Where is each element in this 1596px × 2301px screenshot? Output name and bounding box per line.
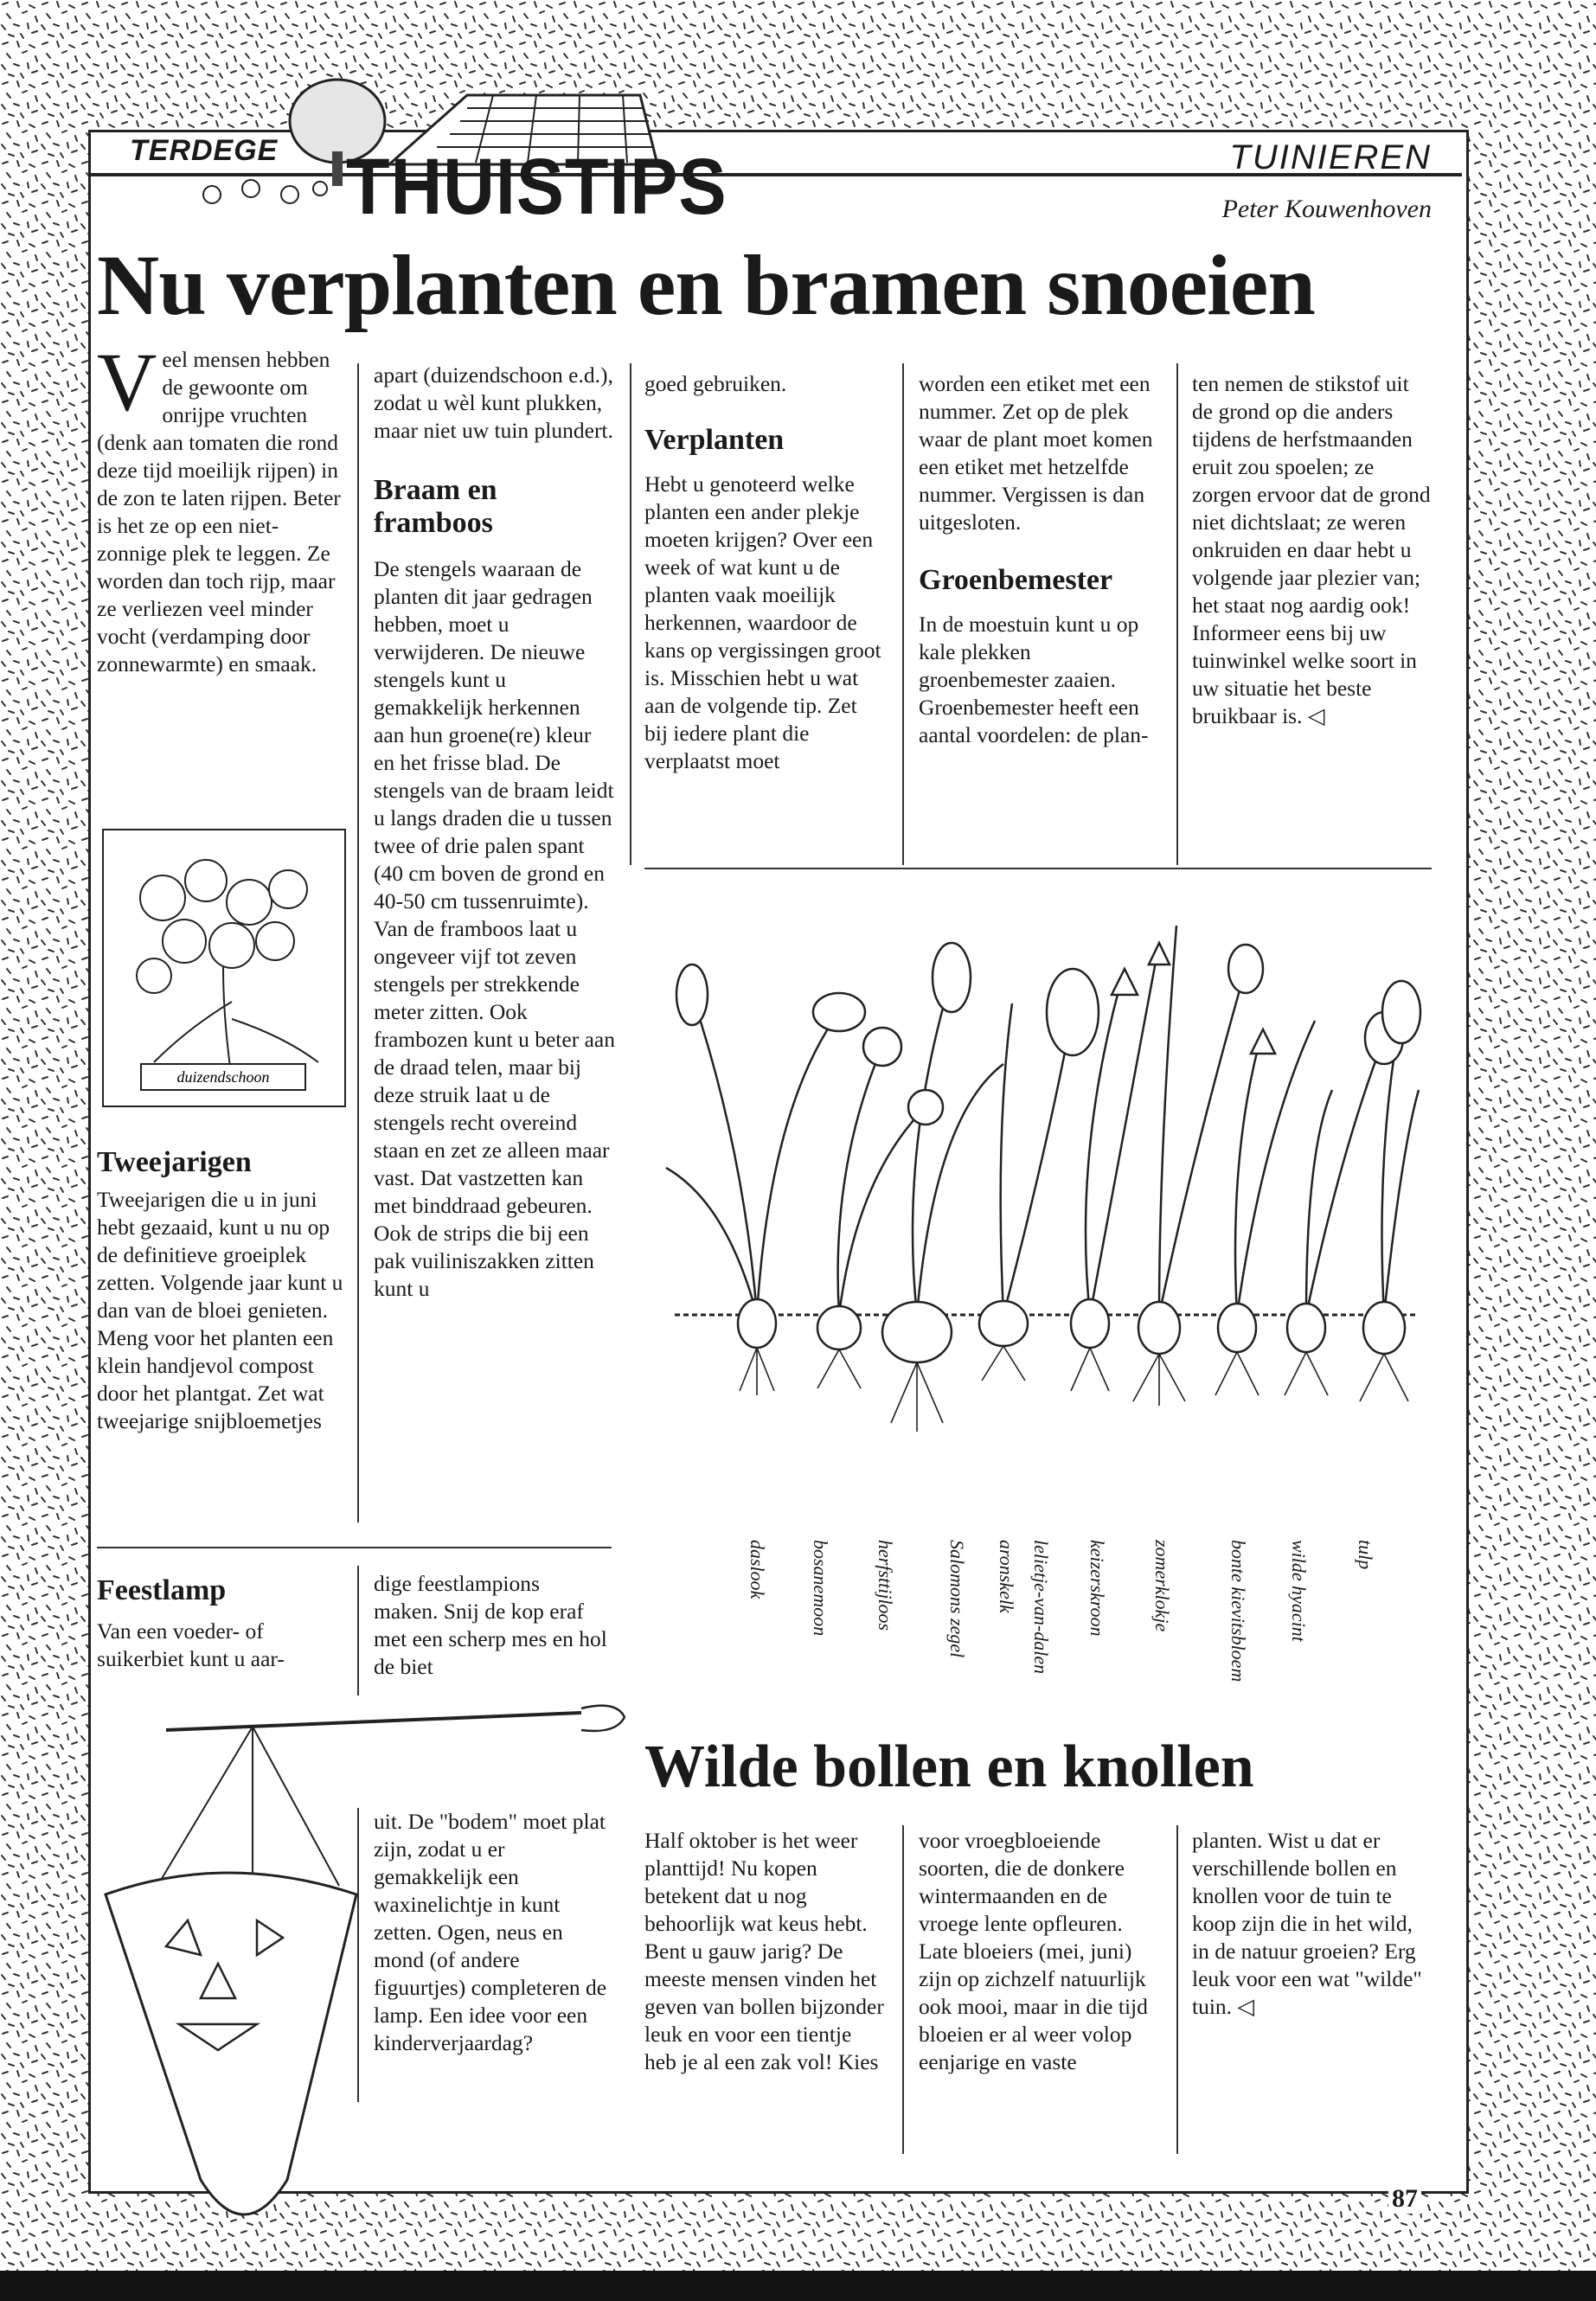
author-name: Peter Kouwenhoven xyxy=(1221,195,1432,223)
groenbemester-text: In de moestuin kunt u op kale plekken groenbemester zaaien. Groenbemester heeft een aantal voordelen: de plan- xyxy=(919,612,1149,747)
column-rule xyxy=(1176,363,1178,865)
plant-label: aronskelk xyxy=(996,1540,1017,1613)
section-rule xyxy=(97,1547,612,1548)
intro-column xyxy=(97,336,343,678)
column-rule xyxy=(357,363,359,1522)
wild-bulbs-illustration xyxy=(640,891,1436,1514)
verplanten-text: Hebt u genoteerd welke planten een ander plekje moeten krijgen? Over een week of wat kunt u de planten vaak moeilijk herkennen, waardoor de kans op vergissingen groot is. Misschien hebt u wat aan de volgende tip. Zet bij iedere plant die verplaatst moet xyxy=(644,471,881,773)
plant-label: zomerklokje xyxy=(1151,1540,1173,1632)
brand-thuistips: THUISTIPS xyxy=(346,143,727,231)
column-2 xyxy=(374,362,616,1303)
brand-terdege: TERDEGE xyxy=(130,134,279,167)
feestlamp-text-2b: uit. De "bodem" moet plat zijn, zodat u er gemakkelijk een waxinelichtje in kunt zetten. Ogen, neus en mond (of andere figuurtjes) completeren de lamp. Een idee voor een kinderverjaardag? xyxy=(374,1809,607,2055)
column-rule xyxy=(902,1825,904,2154)
page-number: 87 xyxy=(1388,2184,1421,2214)
column-rule xyxy=(1176,1825,1178,2154)
plant-label: daslook xyxy=(747,1540,768,1599)
tweejarigen-heading: Tweejarigen xyxy=(97,1146,252,1178)
verplanten-heading: Verplanten xyxy=(644,424,785,456)
wilde-column-3 xyxy=(1192,1827,1433,2021)
drop-cap: V xyxy=(97,336,157,428)
column-rule xyxy=(902,363,904,865)
plant-label: bonte kievitsbloem xyxy=(1227,1540,1249,1682)
logo-flower-ornaments xyxy=(195,173,333,212)
wilde-text-1: Half oktober is het weer planttijd! Nu kopen betekent dat u nog behoorlijk wat keus hebt. Bent u gauw jarig? De meeste mensen vinden het geven van bollen bijzonder leuk en voor een tientje heb je al een zak vol! Kies xyxy=(644,1828,884,2074)
wilde-text-3: planten. Wist u dat er verschillende bollen en knollen voor de tuin te koop zijn die in het wild, in de natuur groeien? Erg leuk voor een wat "wilde" tuin. ◁ xyxy=(1192,1828,1422,2019)
plant-label: bosanemoon xyxy=(810,1540,831,1637)
section-rule xyxy=(644,868,1432,869)
column-5 xyxy=(1192,370,1433,730)
wilde-column-1 xyxy=(644,1827,887,2076)
wilde-bollen-headline: Wilde bollen en knollen xyxy=(644,1734,1254,1800)
feestlamp-text-2a: dige feestlampions maken. Snij de kop eraf met een scherp mes en hol de biet xyxy=(374,1571,607,1679)
tweejarigen-section xyxy=(97,1146,343,1435)
section-label: TUINIEREN xyxy=(1229,138,1432,176)
feestlamp-heading: Feestlamp xyxy=(97,1574,227,1606)
feestlamp-illustration xyxy=(97,1695,633,2232)
plant-label: tulp xyxy=(1355,1540,1376,1570)
duizendschoon-illustration xyxy=(102,829,346,1107)
feestlamp-text: Van een voeder- of suikerbiet kunt u aar- xyxy=(97,1618,285,1671)
col4-top-text: worden een etiket met een nummer. Zet op de plek waar de plant moet komen een etiket met hetzelfde nummer. Vergissen is dan uitgesloten. xyxy=(919,371,1153,535)
plant-label: keizerskroon xyxy=(1086,1540,1108,1637)
groenbemester-heading: Groenbemester xyxy=(919,564,1113,596)
wilde-column-2 xyxy=(919,1827,1161,2076)
tweejarigen-text: Tweejarigen die u in juni hebt gezaaid, kunt u nu op de definitieve groeiplek zetten. Volgende jaar kunt u dan van de bloei genieten. Meng voor het planten een klein handjevol compost door het plantgat. Zet wat tweejarige snijbloemetjes xyxy=(97,1187,343,1433)
feestlamp-section xyxy=(97,1574,348,1673)
wilde-text-2: voor vroegbloeiende soorten, die de donkere wintermaanden en de vroege lente opfleuren. Late bloeiers (mei, juni) zijn op zichzelf natuurlijk ook mooi, maar in die tijd bloeien er al weer volop eenjarige en vaste xyxy=(919,1828,1148,2074)
braam-text: De stengels waaraan de planten dit jaar gedragen hebben, moet u verwijderen. De nieuwe stengels kunt u gemakkelijk herkennen aan hun groene(re) kleur en het frisse blad. De stengels van de braam leidt u langs draden die u tussen twee of drie palen spant (40 cm boven de grond en 40-50 cm tussenruimte). Van de framboos laat u ongeveer vijf tot zeven stengels per strekkende meter zitten. Ook frambozen kunt u beter aan de draad telen, maar bij deze struik laat u de stengels recht overeind staan en zet ze alleen maar vast. Dat vastzetten kan met binddraad gebeuren. Ook de strips die bij een pak vuiliniszakken zitten kunt u xyxy=(374,556,615,1301)
column-3 xyxy=(644,370,882,775)
column-rule xyxy=(630,363,631,865)
column-4 xyxy=(919,370,1161,749)
column-rule xyxy=(357,1566,359,1695)
main-headline: Nu verplanten en bramen snoeien xyxy=(97,237,1315,333)
intro-text: eel mensen hebben de gewoonte om onrijpe vruchten (denk aan tomaten die rond deze tijd moeilijk rijpen) in de zon te laten rijpen. Beter is het ze op een niet-zonnige plek te leggen. Ze worden dan toch rijp, maar ze verliezen veel minder vocht (verdamping door zonnewarmte) en smaak. xyxy=(97,347,341,676)
braam-heading: Braam en framboos xyxy=(374,474,497,539)
plant-label: lelietje-van-dalen xyxy=(1030,1540,1052,1675)
col2-top-text: apart (duizendschoon e.d.), zodat u wèl kunt plukken, maar niet uw tuin plundert. xyxy=(374,362,613,443)
col5-text: ten nemen de stikstof uit de grond op die anders tijdens de herfstmaanden eruit zou spoelen; ze zorgen ervoor dat de grond niet dichtslaat; ze weren onkruiden en daar hebt u volgende jaar plezier van; het staat nog aardig ook! Informeer eens bij uw tuinwinkel welke soort in uw situatie het beste bruikbaar is. ◁ xyxy=(1192,371,1431,728)
feestlamp-column-2a xyxy=(374,1570,607,1681)
plant-label: herfsttijloos xyxy=(875,1540,896,1631)
col3-top-text: goed gebruiken. xyxy=(644,371,787,396)
plant-label: Salomons zegel xyxy=(946,1540,968,1658)
plant-label: wilde hyacint xyxy=(1288,1540,1310,1642)
illustration-label: duizendschoon xyxy=(176,1068,270,1086)
